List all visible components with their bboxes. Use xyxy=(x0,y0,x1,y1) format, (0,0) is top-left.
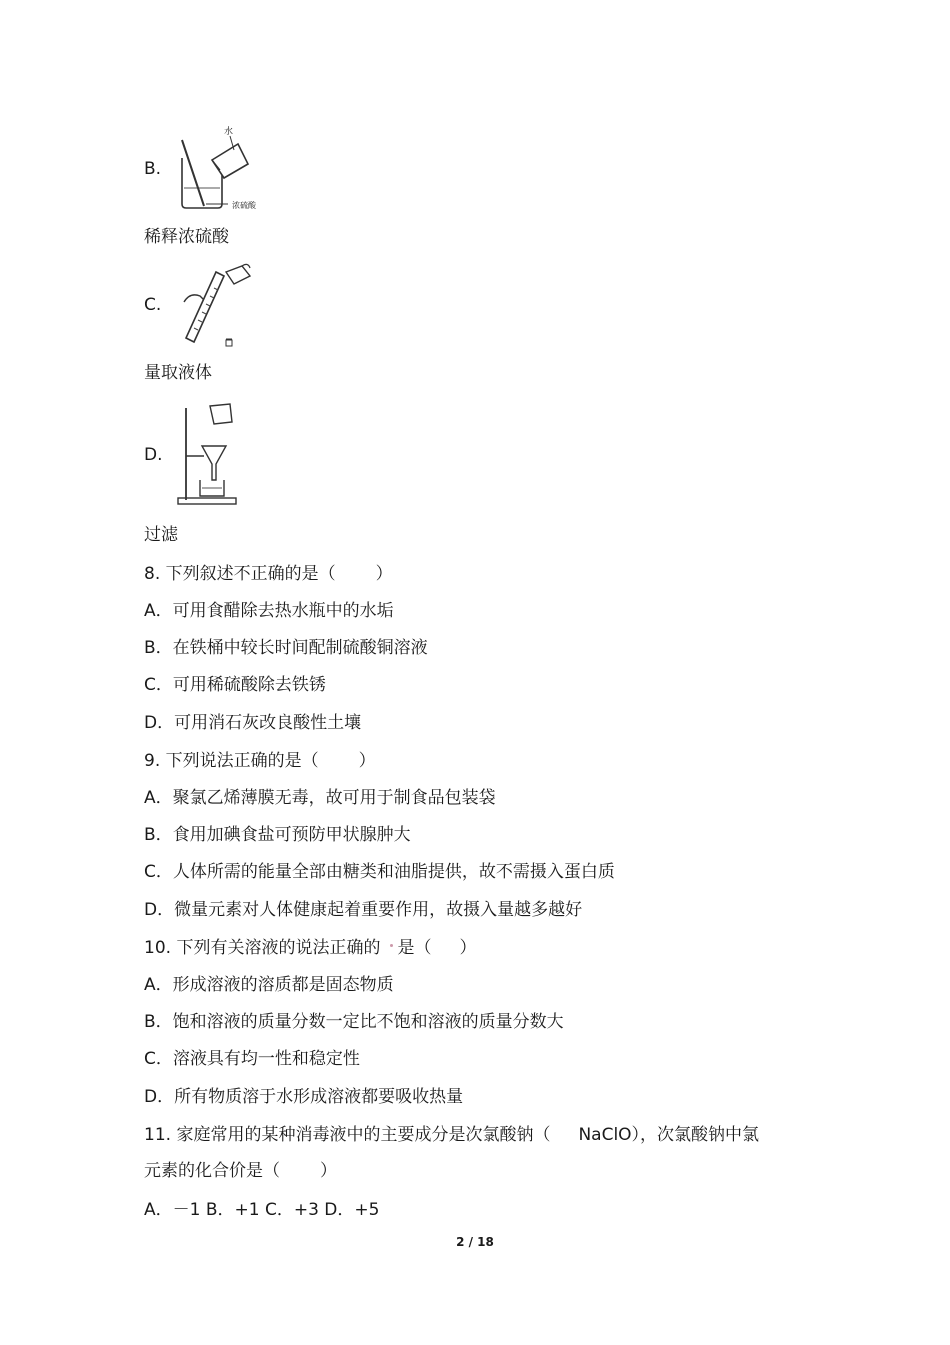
speck-mark xyxy=(390,944,393,947)
question-11-line-2 xyxy=(144,1160,337,1182)
question-11-close: ） xyxy=(320,1161,337,1181)
question-9-text: 9. 下列说法正确的是（ xyxy=(144,751,319,771)
q9-option-d: D．微量元素对人体健康起着重要作用，故摄入量越多越好 xyxy=(144,900,583,920)
figure-d-caption: 过滤 xyxy=(144,525,178,545)
q9-option-c: C．人体所需的能量全部由糖类和油脂提供，故不需摄入蛋白质 xyxy=(144,862,615,882)
page-number: 2 / 18 xyxy=(456,1235,494,1249)
acid-label: 浓硫酸 xyxy=(232,201,256,210)
q8-option-a: A．可用食醋除去热水瓶中的水垢 xyxy=(144,601,394,621)
q10-option-d: D．所有物质溶于水形成溶液都要吸收热量 xyxy=(144,1087,464,1107)
question-10-close: ） xyxy=(459,938,477,958)
question-9-close: ） xyxy=(358,751,376,771)
q8-option-c: C．可用稀硫酸除去铁锈 xyxy=(144,675,326,695)
q10-option-a: A．形成溶液的溶质都是固态物质 xyxy=(144,975,394,995)
figure-b-letter: B. xyxy=(144,159,162,179)
measure-liquid-figure xyxy=(176,262,266,352)
figure-c-letter: C. xyxy=(144,295,162,315)
question-11-text-2: 元素的化合价是（ xyxy=(144,1161,280,1181)
figure-c-caption: 量取液体 xyxy=(144,363,212,383)
question-10-text-b: 是（ xyxy=(397,938,432,958)
question-10-text: 10. 下列有关溶液的说法正确的 xyxy=(144,938,381,958)
q8-option-d: D．可用消石灰改良酸性土壤 xyxy=(144,713,362,733)
question-8-text: 8. 下列叙述不正确的是（ xyxy=(144,564,336,584)
dilute-acid-figure xyxy=(176,124,276,214)
q10-option-c: C．溶液具有均一性和稳定性 xyxy=(144,1049,360,1069)
filtration-figure xyxy=(176,400,246,510)
question-11-formula: NaClO），次氯酸钠中氯 xyxy=(578,1125,760,1145)
q11-answers: A．－1 B．+1 C．+3 D．+5 xyxy=(144,1200,380,1220)
question-11-text: 11. 家庭常用的某种消毒液中的主要成分是次氯酸钠（ xyxy=(144,1125,551,1145)
q9-option-b: B．食用加碘食盐可预防甲状腺肿大 xyxy=(144,825,411,845)
figure-b-caption: 稀释浓硫酸 xyxy=(144,227,229,247)
q9-option-a: A．聚氯乙烯薄膜无毒，故可用于制食品包装袋 xyxy=(144,788,496,808)
q10-option-b: B．饱和溶液的质量分数一定比不饱和溶液的质量分数大 xyxy=(144,1012,564,1032)
q8-option-b: B．在铁桶中较长时间配制硫酸铜溶液 xyxy=(144,638,428,658)
question-11-line-1 xyxy=(144,1124,759,1146)
question-9-stem xyxy=(144,750,376,772)
question-8-close: ） xyxy=(375,564,393,584)
question-10-stem xyxy=(144,937,476,959)
figure-d-letter: D. xyxy=(144,445,163,465)
water-label: 水 xyxy=(224,127,234,137)
question-8-stem xyxy=(144,563,393,585)
